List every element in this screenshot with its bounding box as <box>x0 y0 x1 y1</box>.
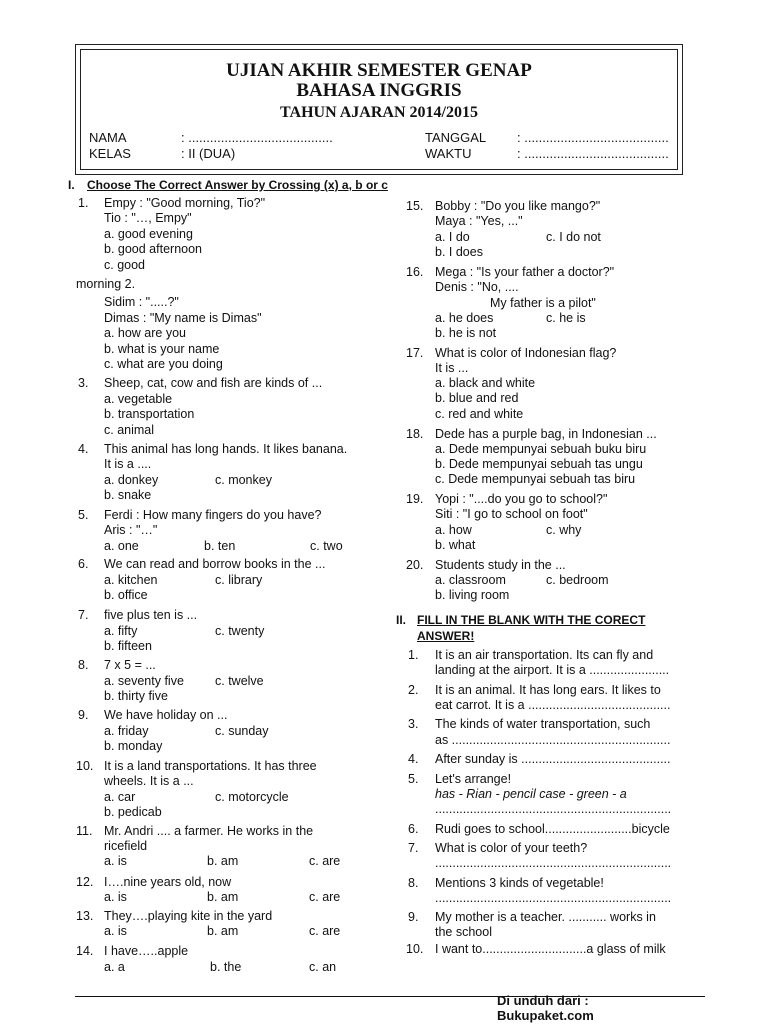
q15-option-c[interactable]: c. I do not <box>546 230 601 244</box>
q11-option-b[interactable]: b. am <box>207 854 239 868</box>
f5-line1: Let's arrange! <box>435 772 512 786</box>
q9-option-b[interactable]: b. monday <box>104 739 163 753</box>
q11-line2: ricefield <box>104 839 148 853</box>
q6-number: 6. <box>78 557 89 571</box>
q17-line2: It is ... <box>435 361 469 375</box>
q18-option-c[interactable]: c. Dede mempunyai sebuah tas biru <box>435 472 636 486</box>
q18-line1: Dede has a purple bag, in Indonesian ... <box>435 427 657 441</box>
q19-option-b[interactable]: b. what <box>435 538 476 552</box>
q12-option-a[interactable]: a. is <box>104 890 127 904</box>
f3-line1: The kinds of water transportation, such <box>435 717 651 731</box>
f5-line3[interactable]: .................................................................... <box>435 802 672 816</box>
q10-option-a[interactable]: a. car <box>104 790 136 804</box>
f10-line1[interactable]: I want to..............................a glass of milk <box>435 942 666 956</box>
q16-line3: My father is a pilot" <box>490 296 596 310</box>
q15-option-b[interactable]: b. I does <box>435 245 483 259</box>
f2-line2[interactable]: eat carrot. It is a ......................................... <box>435 698 671 712</box>
f4-number: 4. <box>408 752 419 766</box>
waktu-field[interactable]: : ........................................ <box>517 146 669 161</box>
q10-option-b[interactable]: b. pedicab <box>104 805 162 819</box>
f2-number: 2. <box>408 683 419 697</box>
q17-option-a[interactable]: a. black and white <box>435 376 536 390</box>
footer-source-label: Di unduh dari : <box>497 993 589 1008</box>
q10-line2: wheels. It is a ... <box>104 774 194 788</box>
q4-option-c[interactable]: c. monkey <box>215 473 272 487</box>
f6-line1[interactable]: Rudi goes to school.........................bicycle <box>435 822 670 836</box>
q12-option-b[interactable]: b. am <box>207 890 239 904</box>
q10-line1: It is a land transportations. It has three <box>104 759 317 773</box>
f4-line1[interactable]: After sunday is ........................................... <box>435 752 671 766</box>
q11-number: 11. <box>76 824 93 838</box>
section2-title-line1: FILL IN THE BLANK WITH THE CORECT <box>417 613 646 627</box>
q5-option-a[interactable]: a. one <box>104 539 139 553</box>
q16-option-a[interactable]: a. he does <box>435 311 494 325</box>
q20-option-a[interactable]: a. classroom <box>435 573 506 587</box>
q9-option-c[interactable]: c. sunday <box>215 724 269 738</box>
q12-option-c[interactable]: c. are <box>309 890 341 904</box>
q19-number: 19. <box>406 492 424 506</box>
q5-number: 5. <box>78 508 89 522</box>
f1-number: 1. <box>408 648 419 662</box>
q7-option-c[interactable]: c. twenty <box>215 624 265 638</box>
q4-option-a[interactable]: a. donkey <box>104 473 159 487</box>
q1-line1: Empy : "Good morning, Tio?" <box>104 196 266 210</box>
q10-option-c[interactable]: c. motorcycle <box>215 790 289 804</box>
q1-line2: Tio : "…, Empy" <box>104 211 192 225</box>
f10-number: 10. <box>406 942 424 956</box>
f9-line1[interactable]: My mother is a teacher. ........... works in <box>435 910 656 924</box>
q8-option-a[interactable]: a. seventy five <box>104 674 184 688</box>
section1-title: Choose The Correct Answer by Crossing (x) a, b or c <box>87 178 388 192</box>
q20-line1: Students study in the ... <box>435 558 566 572</box>
q7-option-a[interactable]: a. fifty <box>104 624 138 638</box>
q1-option-a[interactable]: a. good evening <box>104 227 193 241</box>
q3-option-c[interactable]: c. animal <box>104 423 155 437</box>
q3-option-b[interactable]: b. transportation <box>104 407 195 421</box>
f9-line2: the school <box>435 925 492 939</box>
q7-number: 7. <box>78 608 89 622</box>
q18-option-b[interactable]: b. Dede mempunyai sebuah tas ungu <box>435 457 643 471</box>
q15-option-a[interactable]: a. I do <box>435 230 470 244</box>
q15-line1: Bobby : "Do you like mango?" <box>435 199 601 213</box>
q6-option-b[interactable]: b. office <box>104 588 148 602</box>
q14-option-c[interactable]: c. an <box>309 960 337 974</box>
f5-number: 5. <box>408 772 419 786</box>
f8-number: 8. <box>408 876 419 890</box>
tanggal-field[interactable]: : ........................................ <box>517 130 669 145</box>
q4-number: 4. <box>78 442 89 456</box>
q3-number: 3. <box>78 376 89 390</box>
q14-option-b[interactable]: b. the <box>210 960 242 974</box>
q15-number: 15. <box>406 199 424 213</box>
nama-field[interactable]: : ........................................ <box>181 130 333 145</box>
q10-number: 10. <box>76 759 94 773</box>
q17-option-c[interactable]: c. red and white <box>435 407 524 421</box>
q13-number: 13. <box>76 909 94 923</box>
q17-option-b[interactable]: b. blue and red <box>435 391 519 405</box>
q2-option-b[interactable]: b. what is your name <box>104 342 220 356</box>
kelas-value: : II (DUA) <box>181 146 236 161</box>
q2-option-c[interactable]: c. what are you doing <box>104 357 223 371</box>
q5-option-c[interactable]: c. two <box>310 539 343 553</box>
q20-option-c[interactable]: c. bedroom <box>546 573 609 587</box>
kelas-label: KELAS <box>89 146 131 161</box>
q17-line1: What is color of Indonesian flag? <box>435 346 617 360</box>
q11-line1: Mr. Andri .... a farmer. He works in the <box>104 824 314 838</box>
q6-line1: We can read and borrow books in the ... <box>104 557 326 571</box>
q16-line2: Denis : "No, .... <box>435 280 519 294</box>
q14-option-a[interactable]: a. a <box>104 960 125 974</box>
f1-line1: It is an air transportation. Its can fly and <box>435 648 654 662</box>
q1-number: 1. <box>78 196 89 210</box>
f7-number: 7. <box>408 841 419 855</box>
q16-number: 16. <box>406 265 424 279</box>
q13-option-c[interactable]: c. are <box>309 924 341 938</box>
q2-line2: Dimas : "My name is Dimas" <box>104 311 262 325</box>
q13-line1: They….playing kite in the yard <box>104 909 273 923</box>
q13-option-a[interactable]: a. is <box>104 924 127 938</box>
q12-line1: I….nine years old, now <box>104 875 232 889</box>
q1-option-c[interactable]: c. good <box>104 258 146 272</box>
f8-line2[interactable]: .................................................................... <box>435 891 672 905</box>
q3-option-a[interactable]: a. vegetable <box>104 392 173 406</box>
q11-option-c[interactable]: c. are <box>309 854 341 868</box>
f1-line2[interactable]: landing at the airport. It is a ....................... <box>435 663 670 677</box>
q15-line2: Maya : "Yes, ..." <box>435 214 523 228</box>
q4-option-b[interactable]: b. snake <box>104 488 152 502</box>
q20-option-b[interactable]: b. living room <box>435 588 510 602</box>
q16-option-b[interactable]: b. he is not <box>435 326 497 340</box>
section2-number: II. <box>396 613 407 627</box>
q4-line2: It is a .... <box>104 457 152 471</box>
q18-number: 18. <box>406 427 424 441</box>
f3-number: 3. <box>408 717 419 731</box>
f6-number: 6. <box>408 822 419 836</box>
q19-line1: Yopi : "....do you go to school?" <box>435 492 608 506</box>
q16-option-c[interactable]: c. he is <box>546 311 586 325</box>
q2-option-a[interactable]: a. how are you <box>104 326 186 340</box>
q2-line1: Sidim : ".....?" <box>104 295 179 309</box>
q3-line1: Sheep, cat, cow and fish are kinds of ... <box>104 376 323 390</box>
q8-option-b[interactable]: b. thirty five <box>104 689 168 703</box>
q18-option-a[interactable]: a. Dede mempunyai sebuah buku biru <box>435 442 647 456</box>
q9-number: 9. <box>78 708 89 722</box>
q12-number: 12. <box>76 875 94 889</box>
q5-line1: Ferdi : How many fingers do you have? <box>104 508 322 522</box>
q8-line1: 7 x 5 = ... <box>104 658 156 672</box>
waktu-label: WAKTU <box>425 146 472 161</box>
q14-number: 14. <box>76 944 94 958</box>
q5-line2: Aris : "…" <box>104 523 158 537</box>
q19-option-c[interactable]: c. why <box>546 523 582 537</box>
f7-line2[interactable]: .................................................................... <box>435 856 672 870</box>
f8-line1: Mentions 3 kinds of vegetable! <box>435 876 604 890</box>
f9-number: 9. <box>408 910 419 924</box>
q6-option-a[interactable]: a. kitchen <box>104 573 158 587</box>
q6-option-c[interactable]: c. library <box>215 573 263 587</box>
section1-number: I. <box>68 178 75 192</box>
nama-label: NAMA <box>89 130 127 145</box>
q2-head: morning 2. <box>76 277 136 291</box>
q8-number: 8. <box>78 658 89 672</box>
q13-option-b[interactable]: b. am <box>207 924 239 938</box>
q7-option-b[interactable]: b. fifteen <box>104 639 152 653</box>
q17-number: 17. <box>406 346 424 360</box>
q4-line1: This animal has long hands. It likes banana. <box>104 442 348 456</box>
q9-line1: We have holiday on ... <box>104 708 228 722</box>
subject-title: BAHASA INGGRIS <box>296 80 462 101</box>
q11-option-a[interactable]: a. is <box>104 854 127 868</box>
q20-number: 20. <box>406 558 424 572</box>
q16-line1: Mega : "Is your father a doctor?" <box>435 265 615 279</box>
q1-option-b[interactable]: b. good afternoon <box>104 242 202 256</box>
q19-line2: Siti : "I go to school on foot" <box>435 507 588 521</box>
tanggal-label: TANGGAL <box>425 130 487 145</box>
q8-option-c[interactable]: c. twelve <box>215 674 264 688</box>
q5-option-b[interactable]: b. ten <box>204 539 236 553</box>
exam-title: UJIAN AKHIR SEMESTER GENAP <box>226 60 532 81</box>
section2-title-line2: ANSWER! <box>417 629 475 643</box>
q9-option-a[interactable]: a. friday <box>104 724 149 738</box>
q7-line1: five plus ten is ... <box>104 608 198 622</box>
f5-line2: has - Rian - pencil case - green - a <box>435 787 627 801</box>
f7-line1: What is color of your teeth? <box>435 841 588 855</box>
f3-line2[interactable]: as ............................................................... <box>435 733 671 747</box>
q14-line1: I have…..apple <box>104 944 189 958</box>
school-year: TAHUN AJARAN 2014/2015 <box>280 104 478 121</box>
footer-source-link[interactable]: Bukupaket.com <box>497 1008 594 1023</box>
f2-line1: It is an animal. It has long ears. It likes to <box>435 683 661 697</box>
footer-divider <box>75 996 705 997</box>
q19-option-a[interactable]: a. how <box>435 523 472 537</box>
